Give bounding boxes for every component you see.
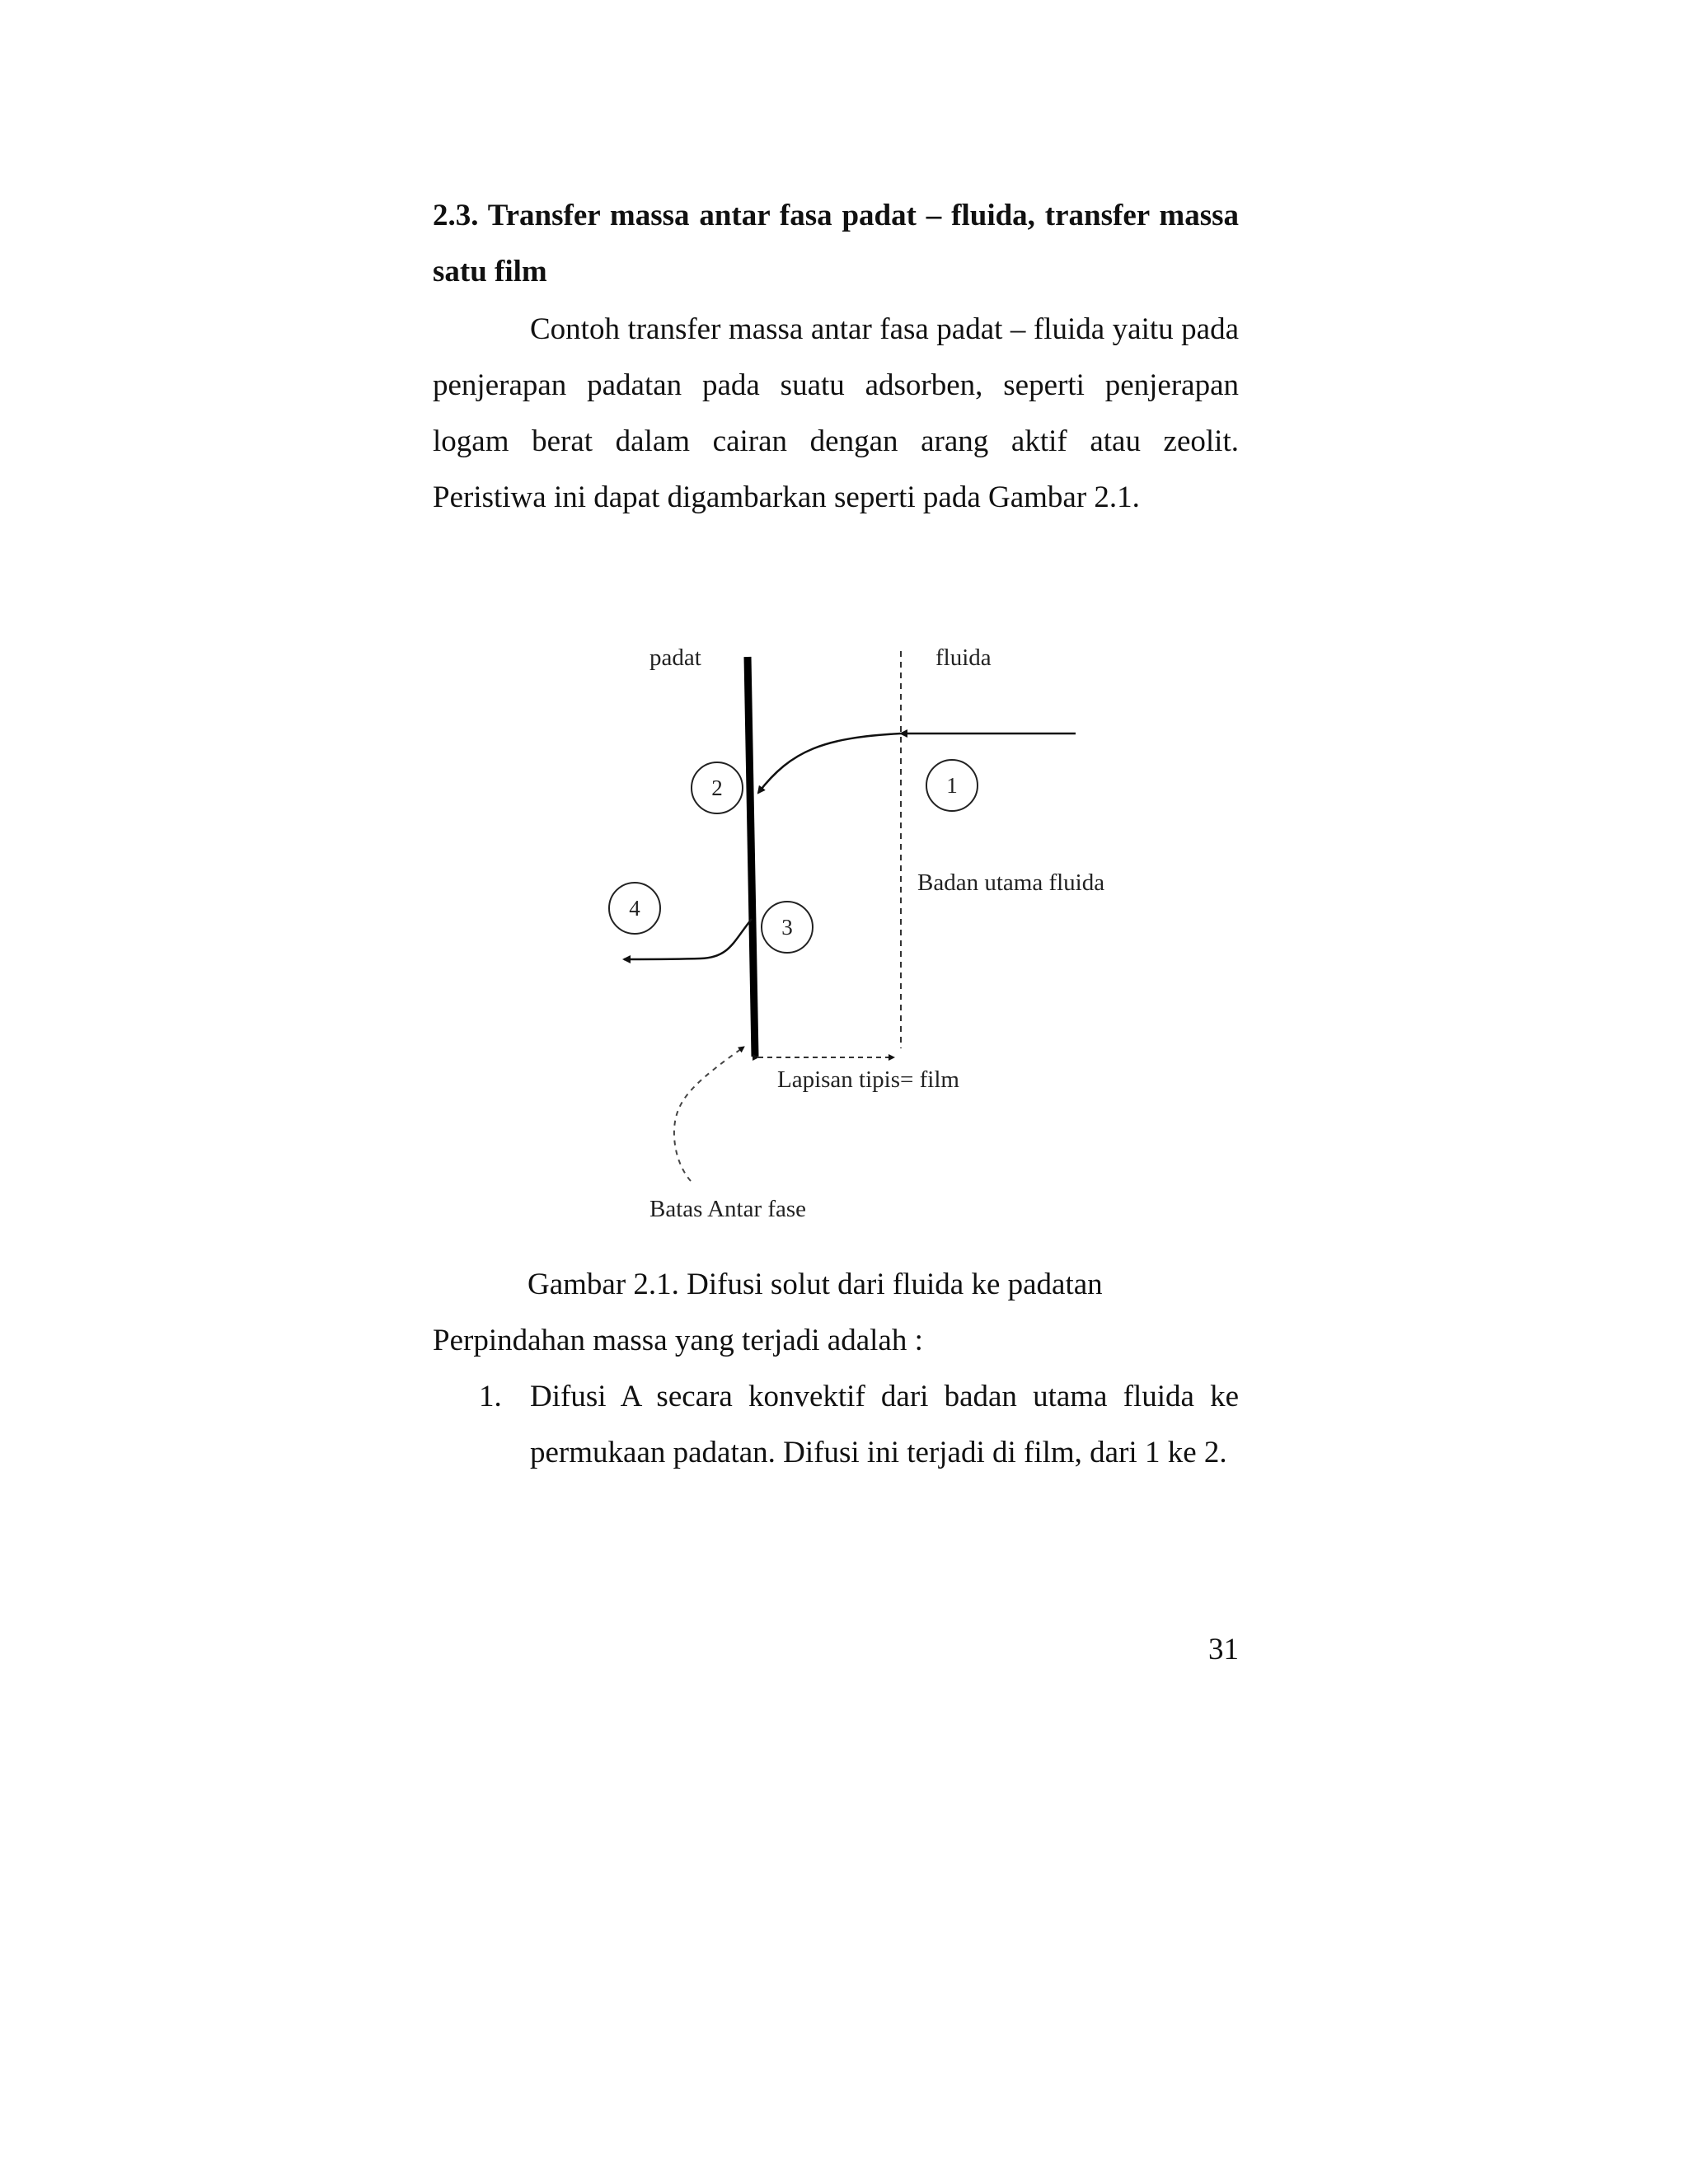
- film-diffusion-arrow: [758, 733, 901, 793]
- list-item-marker: 1.: [479, 1380, 502, 1413]
- step-label-3: 3: [781, 915, 793, 940]
- figure-diagram: [577, 635, 1154, 1228]
- body-paragraph: Contoh transfer massa antar fasa padat – fluida yaitu pada penjerapan padatan pada suatu adsorben, seperti penjerapan logam berat dalam cairan dengan arang aktif atau zeolit. Peristiwa ini dapat digambarkan seperti pada Gambar 2.1.: [433, 312, 1239, 514]
- step-circle-2: [692, 762, 743, 813]
- step-label-1: 1: [946, 773, 958, 798]
- label-padat: padat: [649, 644, 701, 671]
- label-fluida: fluida: [935, 644, 992, 671]
- label-batas-antar-fase: Batas Antar fase: [649, 1196, 807, 1222]
- step-circle-1: [926, 760, 978, 811]
- interface-line: [748, 657, 755, 1057]
- step-circle-4: [609, 883, 660, 934]
- list-intro: Perpindahan massa yang terjadi adalah :: [433, 1324, 923, 1357]
- step-label-2: 2: [711, 776, 723, 800]
- page-number: 31: [1208, 1633, 1239, 1666]
- mass-transfer-steps-list: [433, 1369, 1239, 1481]
- step-circle-3: [762, 902, 813, 953]
- figure-caption: Gambar 2.1. Difusi solut dari fluida ke padatan: [528, 1268, 1103, 1301]
- step-label-4: 4: [629, 896, 640, 921]
- diffusion-diagram: [577, 635, 1154, 1228]
- label-lapisan-tipis: Lapisan tipis= film: [777, 1066, 959, 1093]
- list-item-text: Difusi A secara konvektif dari badan utama fluida ke permukaan padatan. Difusi ini terjadi di film, dari 1 ke 2.: [530, 1380, 1239, 1469]
- list-item: [433, 1369, 1239, 1481]
- interface-pointer-arrow: [674, 1047, 744, 1181]
- label-badan-utama-fluida: Badan utama fluida: [917, 869, 1105, 896]
- section-heading: 2.3. Transfer massa antar fasa padat – fluida, transfer massa satu film: [433, 199, 1239, 288]
